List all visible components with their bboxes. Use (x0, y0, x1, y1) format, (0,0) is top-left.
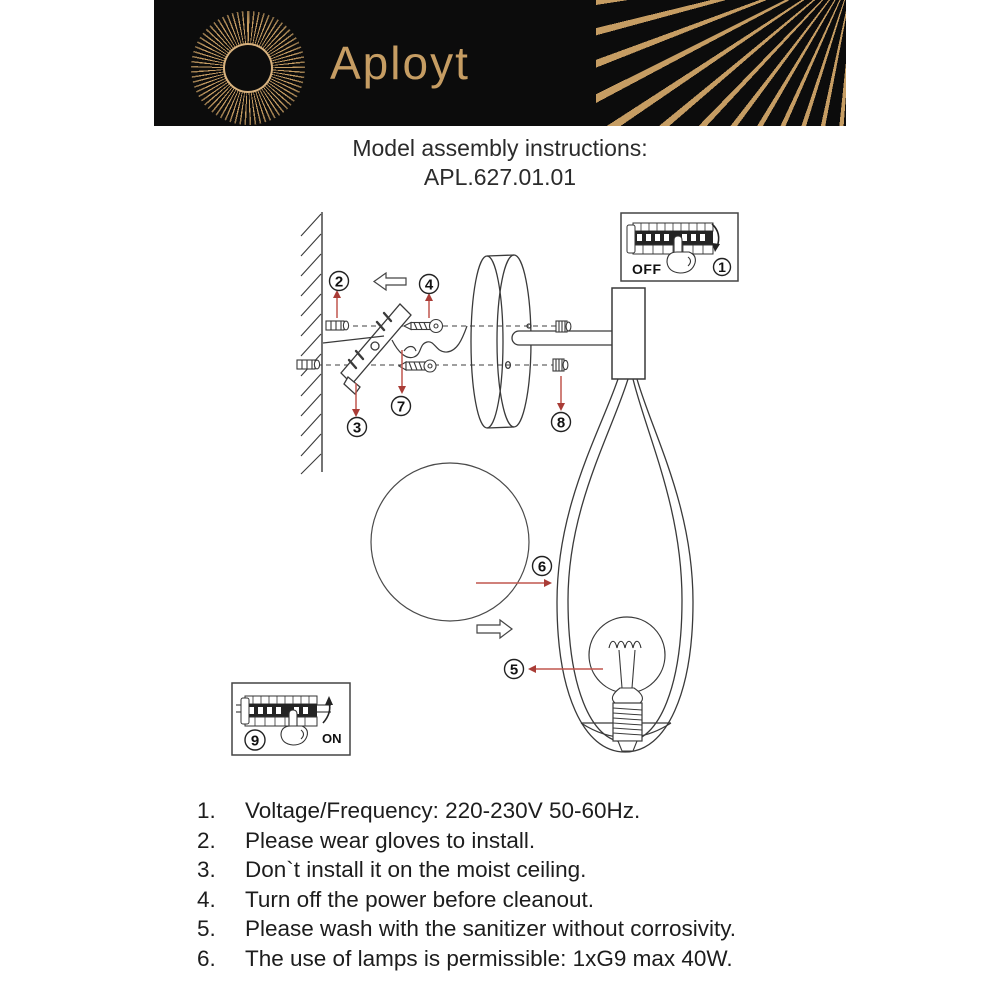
list-item-number: 4. (197, 886, 216, 912)
breaker-strip-off (627, 223, 713, 254)
list-item (185, 914, 905, 944)
brand-wordmark: Aployt (330, 37, 470, 89)
power-on-inset (232, 683, 350, 755)
direction-arrow-right-icon (477, 620, 512, 638)
breaker-strip-on (241, 696, 317, 726)
on-label: ON (322, 731, 342, 746)
svg-text:3: 3 (352, 419, 362, 437)
wall-anchor-top (326, 321, 349, 330)
callout-1 (714, 259, 731, 276)
callout-9 (245, 730, 265, 750)
svg-text:5: 5 (509, 661, 519, 679)
instruction-list (185, 796, 905, 973)
list-item-text: Voltage/Frequency: 220-230V 50-60Hz. (245, 798, 641, 823)
list-item (185, 855, 905, 885)
horizontal-arm-rod (512, 331, 613, 345)
list-item (185, 826, 905, 856)
list-item-number: 3. (197, 857, 216, 882)
set-screw-bottom (553, 359, 568, 371)
callout-2 (330, 272, 349, 291)
svg-text:9: 9 (250, 732, 260, 750)
power-off-inset (621, 213, 738, 281)
list-item-number: 6. (197, 945, 216, 971)
list-item-text: Turn off the power before cleanout. (245, 886, 594, 912)
callout-8 (552, 413, 571, 432)
callout-4 (420, 275, 439, 294)
list-item-text: Don`t install it on the moist ceiling. (245, 857, 587, 882)
list-item-number: 5. (197, 916, 216, 941)
callout-5 (505, 660, 524, 679)
svg-text:6: 6 (537, 558, 547, 576)
list-item (185, 944, 905, 974)
wall-anchor-bottom (297, 360, 320, 369)
off-label: OFF (632, 261, 662, 277)
list-item (185, 796, 905, 826)
mounting-screw-top (404, 320, 443, 333)
bulb-screw-base (613, 703, 642, 751)
svg-text:2: 2 (334, 273, 344, 291)
glass-sphere-shade (371, 463, 529, 621)
model-number: APL.627.01.01 (423, 164, 577, 190)
mounting-screw-bottom (399, 360, 436, 372)
mounting-bracket (341, 304, 411, 394)
set-screw-top (556, 321, 571, 332)
callout-6 (533, 557, 552, 576)
vertical-arm (612, 288, 645, 379)
callout-3 (348, 418, 367, 437)
svg-text:7: 7 (396, 398, 406, 416)
list-item-text: Please wash with the sanitizer without corrosivity. (245, 916, 737, 941)
direction-arrow-left-icon (374, 273, 406, 290)
svg-text:8: 8 (556, 414, 566, 432)
page-title: Model assembly instructions: (352, 135, 648, 161)
list-item-number: 1. (197, 798, 216, 823)
svg-text:4: 4 (424, 276, 434, 294)
list-item-text: The use of lamps is permissible: 1xG9 max 40W. (245, 945, 733, 971)
callout-7 (392, 397, 411, 416)
list-item-number: 2. (197, 827, 216, 853)
svg-text:1: 1 (718, 259, 726, 275)
wall-section (301, 212, 322, 474)
list-item (185, 885, 905, 915)
list-item-text: Please wear gloves to install. (245, 827, 536, 853)
